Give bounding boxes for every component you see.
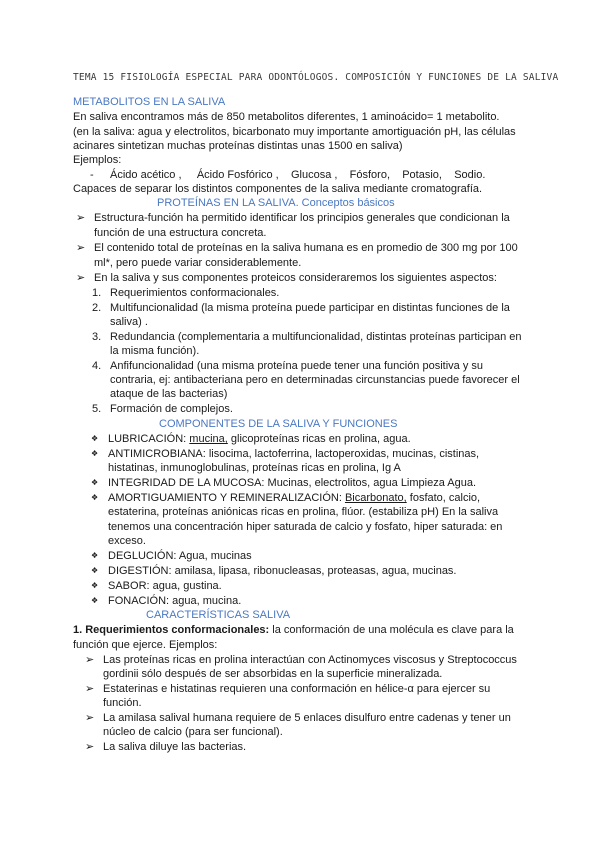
arrow-bullet-icon: ➢	[85, 741, 95, 753]
arrow-bullet-icon: ➢	[76, 272, 86, 284]
bullet-text: gordinii sólo después de ser absorbidas en la superficie mineralizada.	[103, 668, 443, 680]
paragraph-line: Ejemplos:	[73, 154, 122, 166]
paragraph-line: En saliva encontramos más de 850 metabolitos diferentes, 1 aminoácido= 1 metabolito.	[73, 111, 500, 123]
bullet-text: LUBRICACIÓN: mucina, glicoproteínas ricas en prolina, agua.	[108, 433, 411, 445]
section-heading-componentes: COMPONENTES DE LA SALIVA Y FUNCIONES	[159, 418, 398, 430]
list-item: Redundancia (complementaria a multifuncionalidad, distintas proteínas participan en	[110, 331, 522, 343]
bullet-text: función.	[103, 697, 142, 709]
arrow-bullet-icon: ➢	[76, 212, 86, 224]
diamond-bullet-icon: ❖	[91, 449, 99, 458]
bullet-text: función de una estructura concreta.	[94, 227, 267, 239]
arrow-bullet-icon: ➢	[85, 654, 95, 666]
bullet-text: DIGESTIÓN: amilasa, lipasa, ribonucleasas, proteasas, agua, mucinas.	[108, 565, 457, 577]
list-number: 3.	[92, 331, 102, 343]
list-item: Multifuncionalidad (la misma proteína puede participar en distintas funciones de la	[110, 302, 510, 314]
diamond-bullet-icon: ❖	[91, 434, 99, 443]
paragraph-line: acinares sintetizan muchas proteínas distintas unas 1500 en saliva)	[73, 140, 403, 152]
bullet-text: Las proteínas ricas en prolina interactúan con Actinomyces viscosus y Streptococcus	[103, 654, 517, 666]
bullet-text: tenemos una concentración hiper saturada de calcio y fosfato, hiper saturada: en	[108, 521, 503, 533]
dash-bullet: -	[90, 169, 94, 181]
bullet-text: FONACIÓN: agua, mucina.	[108, 595, 242, 607]
diamond-bullet-icon: ❖	[91, 478, 99, 487]
bullet-text: INTEGRIDAD DE LA MUCOSA: Mucinas, electrolitos, agua Limpieza Agua.	[108, 477, 477, 489]
bullet-text: ml*, pero puede variar considerablemente.	[94, 257, 302, 269]
paragraph-line: función que ejerce. Ejemplos:	[73, 639, 218, 651]
list-item: Anfifuncionalidad (una misma proteína puede tener una función positiva y su	[110, 360, 484, 372]
bullet-text: Estructura-función ha permitido identificar los principios generales que condicionan la	[94, 212, 510, 224]
bullet-text: La amilasa salival humana requiere de 5 enlaces disulfuro entre cadenas y tener un	[103, 712, 511, 724]
list-number: 2.	[92, 302, 102, 314]
bullet-text: SABOR: agua, gustina.	[108, 580, 222, 592]
section-heading-metabolitos: METABOLITOS EN LA SALIVA	[73, 96, 226, 108]
list-number: 5.	[92, 403, 102, 415]
paragraph-line: (en la saliva: agua y electrolitos, bicarbonato muy importante amortiguación pH, las células	[73, 126, 516, 138]
bullet-text: El contenido total de proteínas en la saliva humana es en promedio de 300 mg por 100	[94, 242, 518, 254]
section-heading-proteinas: PROTEÍNAS EN LA SALIVA. Conceptos básicos	[157, 197, 395, 209]
metabolite-list: Ácido acético , Ácido Fosfórico , Glucosa , Fósforo, Potasio, Sodio.	[110, 169, 486, 181]
list-item: la misma función).	[110, 345, 200, 357]
arrow-bullet-icon: ➢	[85, 683, 95, 695]
bullet-text: En la saliva y sus componentes proteicos consideraremos los siguientes aspectos:	[94, 272, 497, 284]
list-item: saliva) .	[110, 316, 148, 328]
list-item: contraria, ej: antibacteriana pero en determinadas circunstancias puede favorecer el	[110, 374, 520, 386]
bullet-text: histatinas, inmunoglobulinas, proteínas ricas en prolina, Ig A	[108, 462, 401, 474]
bullet-text: núcleo de calcio (para ser funcional).	[103, 726, 283, 738]
page-title: TEMA 15 FISIOLOGÍA ESPECIAL PARA ODONTÓLOGOS. COMPOSICIÓN Y FUNCIONES DE LA SALIVA	[73, 72, 559, 83]
bullet-text: Estaterinas e histatinas requieren una conformación en hélice-α para ejercer su	[103, 683, 491, 695]
list-number: 4.	[92, 360, 102, 372]
diamond-bullet-icon: ❖	[91, 581, 99, 590]
bullet-text: estaterina, proteínas aniónicas ricas en prolina, flúor. (estabiliza pH) En la saliva	[108, 506, 499, 518]
list-item: ataque de las bacterias)	[110, 388, 228, 400]
list-number: 1.	[92, 287, 102, 299]
diamond-bullet-icon: ❖	[91, 596, 99, 605]
diamond-bullet-icon: ❖	[91, 551, 99, 560]
diamond-bullet-icon: ❖	[91, 566, 99, 575]
bullet-text: DEGLUCIÓN: Agua, mucinas	[108, 550, 252, 562]
bullet-text: ANTIMICROBIANA: lisocima, lactoferrina, lactoperoxidas, mucinas, cistinas,	[108, 448, 480, 460]
arrow-bullet-icon: ➢	[76, 242, 86, 254]
arrow-bullet-icon: ➢	[85, 712, 95, 724]
paragraph-line: Capaces de separar los distintos componentes de la saliva mediante cromatografía.	[73, 183, 483, 195]
paragraph-line: 1. Requerimientos conformacionales: la conformación de una molécula es clave para la	[73, 624, 514, 636]
section-heading-caracteristicas: CARACTERÍSTICAS SALIVA	[146, 609, 291, 621]
list-item: Requerimientos conformacionales.	[110, 287, 280, 299]
bullet-text: La saliva diluye las bacterias.	[103, 741, 247, 753]
list-item: Formación de complejos.	[110, 403, 233, 415]
bullet-text: AMORTIGUAMIENTO Y REMINERALIZACIÓN: Bicarbonato, fosfato, calcio,	[108, 492, 481, 504]
diamond-bullet-icon: ❖	[91, 493, 99, 502]
bullet-text: exceso.	[108, 535, 146, 547]
